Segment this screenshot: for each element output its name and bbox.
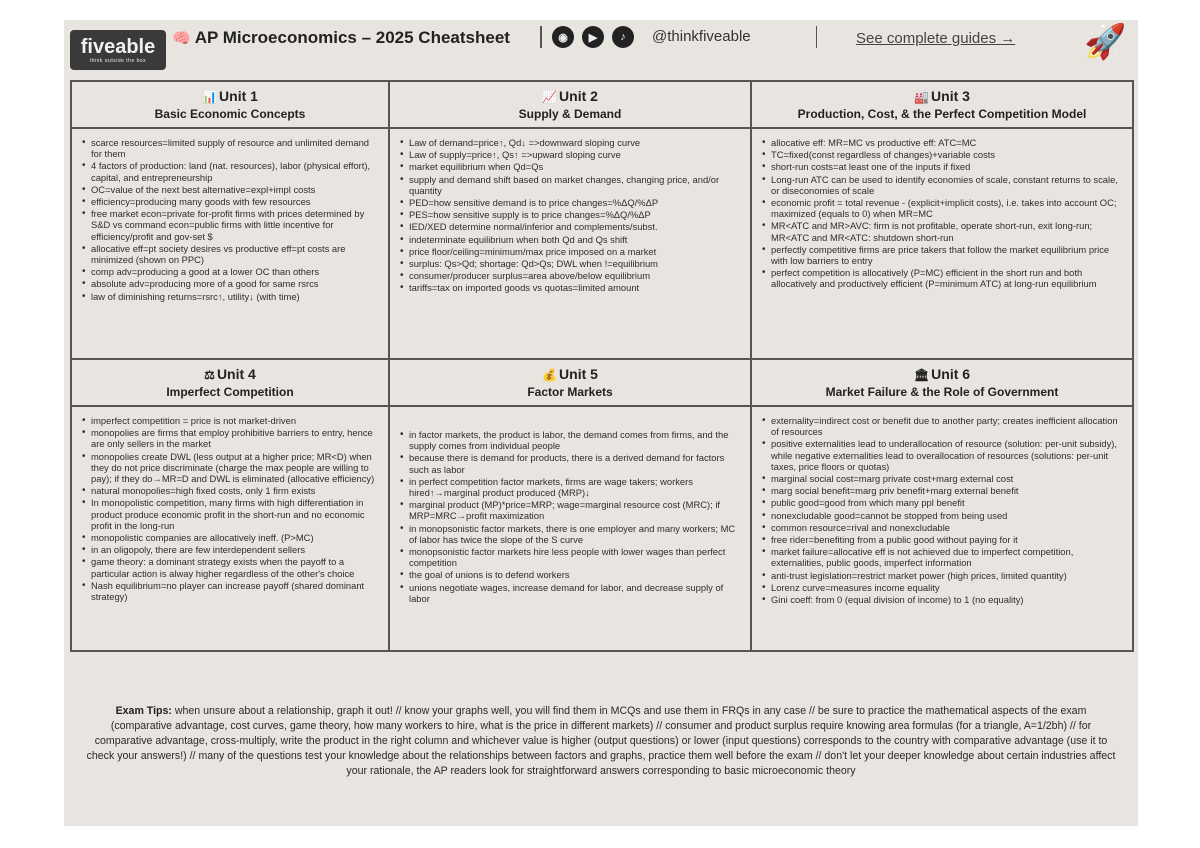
unit-items — [752, 129, 1132, 290]
list-item: • comp adv=producing a good at a lower OC than others — [82, 266, 380, 277]
social-handle[interactable]: @thinkfiveable — [652, 28, 751, 45]
title-text: AP Microeconomics – 2025 Cheatsheet — [194, 28, 510, 47]
logo-subtext: think outside the box — [89, 57, 147, 64]
list-item: • anti-trust legislation=restrict market power (high prices, limited quantity) — [762, 570, 1124, 581]
unit-header — [72, 360, 388, 399]
see-guides-link[interactable]: See complete guides → — [856, 30, 1016, 47]
unit-subtitle: Factor Markets — [527, 385, 613, 399]
list-item: • consumer/producer surplus=area above/below equilibrium — [400, 270, 742, 281]
list-item: • PED=how sensitive demand is to price changes=%ΔQ/%ΔP — [400, 197, 742, 208]
list-item: • market failure=allocative eff is not achieved due to imperfect competition, externalities, public goods, imperfect information — [762, 546, 1124, 568]
youtube-icon[interactable]: ▶ — [582, 26, 604, 48]
unit-header — [390, 360, 750, 399]
list-item: • externality=indirect cost or benefit due to another party; creates inefficient allocation of resources — [762, 415, 1124, 437]
list-item: • Gini coeff: from 0 (equal division of income) to 1 (no equality) — [762, 594, 1124, 605]
list-item: • economic profit = total revenue - (explicit+implicit costs), i.e. takes into account OC; maximized (equals to 0) when MR=MC — [762, 197, 1124, 219]
list-item: • natural monopolies=high fixed costs, only 1 firm exists — [82, 485, 380, 496]
instagram-icon[interactable]: ◉ — [552, 26, 574, 48]
list-item: • monopsonistic factor markets hire less people with lower wages than perfect competition — [400, 546, 742, 568]
list-item: • allocative eff=pt society desires vs productive eff=pt costs are minimized (shown on PPC) — [82, 243, 380, 265]
list-item: • Law of supply=price↑, Qs↑ =>upward sloping curve — [400, 149, 742, 160]
list-item: • marginal product (MP)*price=MRP; wage=marginal resource cost (MRC); if MRP=MRC→profit maximization — [400, 499, 742, 521]
unit-items — [72, 407, 388, 602]
unit-header — [72, 82, 388, 121]
list-item: • monopolies create DWL (less output at a higher price; MR<D) when they do not price discriminate (charge the max people are willing to pay); if they do→MR=D and DWL is eliminated (allocative efficiency) — [82, 451, 380, 485]
list-item: • unions negotiate wages, increase demand for labor, and decrease supply of labor — [400, 582, 742, 604]
unit-name: Unit 5 — [559, 366, 598, 382]
list-item: • imperfect competition = price is not market-driven — [82, 415, 380, 426]
unit-name: Unit 6 — [931, 366, 971, 382]
list-item: • short-run costs=at least one of the inputs if fixed — [762, 161, 1124, 172]
unit-icon: 📊 — [202, 90, 218, 104]
unit-header — [390, 82, 750, 121]
brain-icon: 🧠 — [172, 30, 191, 47]
unit-icon: 📈 — [542, 90, 558, 104]
unit-title — [390, 88, 750, 104]
unit-subtitle: Imperfect Competition — [166, 385, 294, 399]
rocket-icon: 🚀 — [1084, 23, 1127, 61]
list-item: • surplus: Qs>Qd; shortage: Qd>Qs; DWL when !=equilibrium — [400, 258, 742, 269]
list-item: • PES=how sensitive supply is to price changes=%ΔQ/%ΔP — [400, 209, 742, 220]
unit-items — [752, 407, 1132, 605]
list-item: • supply and demand shift based on market changes, changing price, and/or quantity — [400, 174, 742, 196]
unit-1-cell — [72, 82, 388, 358]
unit-name: Unit 3 — [931, 88, 970, 104]
tips-label: Exam Tips: — [115, 705, 172, 717]
tips-text: when unsure about a relationship, graph it out! // know your graphs well, you will find them in MCQs and use them in FRQs in any case // be sure to practice the mathematical aspects of the exam (comparative advantage, cost curves, game theory, how many workers to hire, what is the price in different markets) // consumer and product surplus require knowing area formulas (for a triangle, A=1/2bh) // for comparative advantage, cross-multiply, write the product in the right column and whichever value is higher (output questions) or lower (input questions) corresponds to the country with comparative advantage (use it to check your answers!) // many of the questions test your knowledge about the relationships between factors and graphs, practice them well before the exam // don't let your deeper knowledge about certain industries affect your rationale, the AP readers look for straightforward answers corresponding to basic microeconomic theory — [86, 705, 1116, 777]
unit-subtitle: Market Failure & the Role of Government — [825, 385, 1059, 399]
unit-6-cell — [752, 360, 1132, 650]
unit-icon: 🏛 — [913, 368, 930, 382]
unit-title — [390, 366, 750, 382]
unit-5-cell — [390, 360, 750, 650]
list-item: • in factor markets, the product is labor, the demand comes from firms, and the supply comes from individual people — [400, 429, 742, 451]
list-item: • market equilibrium when Qd=Qs — [400, 161, 742, 172]
unit-name: Unit 2 — [559, 88, 598, 104]
list-item: • in an oligopoly, there are few interdependent sellers — [82, 544, 380, 555]
list-item: • IED/XED determine normal/inferior and complements/subst. — [400, 221, 742, 232]
list-item: • in monopsonistic factor markets, there is one employer and many workers; MC of labor has twice the slope of the S curve — [400, 523, 742, 545]
unit-subtitle: Production, Cost, & the Perfect Competition Model — [797, 107, 1087, 121]
unit-name: Unit 4 — [216, 366, 256, 382]
list-item: • scarce resources=limited supply of resource and unlimited demand for them — [82, 137, 380, 159]
list-item: • monopolistic companies are allocatively ineff. (P>MC) — [82, 532, 380, 543]
exam-tips — [86, 704, 1116, 779]
unit-subtitle: Basic Economic Concepts — [154, 107, 306, 121]
list-item: • tariffs=tax on imported goods vs quotas=limited amount — [400, 282, 742, 293]
divider — [816, 26, 817, 48]
unit-title — [752, 88, 1132, 104]
list-item: • public good=good from which many ppl benefit — [762, 497, 1124, 508]
list-item: • TC=fixed(const regardless of changes)+variable costs — [762, 149, 1124, 160]
unit-4-cell — [72, 360, 388, 650]
list-item: • indeterminate equilibrium when both Qd and Qs shift — [400, 234, 742, 245]
cheatsheet-page — [64, 20, 1138, 826]
list-item: • Nash equilibrium=no player can increase payoff (shared dominant strategy) — [82, 580, 380, 602]
unit-items — [390, 407, 750, 604]
list-item: • perfectly competitive firms are price takers that follow the market equilibrium price with low barriers to entry — [762, 244, 1124, 266]
list-item: • law of diminishing returns=rsrc↑, utility↓ (with time) — [82, 291, 380, 302]
list-item: • free rider=benefiting from a public good without paying for it — [762, 534, 1124, 545]
list-item: • monopolies are firms that employ prohibitive barriers to entry, hence are only sellers in the market — [82, 427, 380, 449]
units-grid — [70, 80, 1134, 652]
list-item: • positive externalities lead to underallocation of resource (solution: per-unit subsidy), while negative externalities lead to overallocation of resources (solutions: per-unit taxes, price floors or quotas) — [762, 438, 1124, 472]
logo-text: fiveable — [80, 35, 156, 58]
unit-icon: 💰 — [542, 368, 558, 382]
unit-items — [72, 129, 388, 302]
list-item: • OC=value of the next best alternative=expl+impl costs — [82, 184, 380, 195]
list-item: • because there is demand for products, there is a derived demand for factors such as labor — [400, 452, 742, 474]
list-item: • game theory: a dominant strategy exists when the payoff to a particular action is alway higher regardless of the other's choice — [82, 556, 380, 578]
list-item: • price floor/ceiling=minimum/max price imposed on a market — [400, 246, 742, 257]
unit-icon: ⚖ — [204, 368, 215, 382]
social-links — [552, 26, 634, 48]
unit-header — [752, 360, 1132, 399]
list-item: • 4 factors of production: land (nat. resources), labor (physical effort), capital, and entrepreneurship — [82, 160, 380, 182]
unit-title — [752, 366, 1132, 382]
unit-3-cell — [752, 82, 1132, 358]
list-item: • nonexcludable good=cannot be stopped from being used — [762, 510, 1124, 521]
page-title — [172, 28, 510, 48]
list-item: • perfect competition is allocatively (P=MC) efficient in the short run and both allocatively and productively efficient (P=minimum ATC) at long-run equilibrium — [762, 267, 1124, 289]
unit-items — [390, 129, 750, 294]
divider — [540, 26, 542, 48]
list-item: • in perfect competition factor markets, firms are wage takers; workers hired↑→marginal product produced (MRP)↓ — [400, 476, 742, 498]
list-item: • common resource=rival and nonexcludable — [762, 522, 1124, 533]
list-item: • free market econ=private for-profit firms with prices determined by S&D vs command econ=public firms with little incentive for efficiency/profit and gov-set $ — [82, 208, 380, 242]
list-item: • MR<ATC and MR>AVC: firm is not profitable, operate short-run, exit long-run; MR<ATC and MR<ATC: shutdown short-run — [762, 220, 1124, 242]
list-item: • Long-run ATC can be used to identify economies of scale, constant returns to scale, or diseconomies of scale — [762, 174, 1124, 196]
unit-subtitle: Supply & Demand — [518, 107, 622, 121]
unit-2-cell — [390, 82, 750, 358]
unit-title — [72, 88, 388, 104]
list-item: • In monopolistic competition, many firms with high differentiation in product produce economic profit in the short-run and no economic profit in the long-run — [82, 497, 380, 531]
list-item: • marginal social cost=marg private cost+marg external cost — [762, 473, 1124, 484]
tiktok-icon[interactable]: ♪ — [612, 26, 634, 48]
unit-icon: 🏭 — [914, 90, 930, 104]
unit-name: Unit 1 — [219, 88, 258, 104]
list-item: • absolute adv=producing more of a good for same rsrcs — [82, 278, 380, 289]
list-item: • Lorenz curve=measures income equality — [762, 582, 1124, 593]
header — [64, 20, 1138, 80]
unit-title — [72, 366, 388, 382]
unit-header — [752, 82, 1132, 121]
list-item: • Law of demand=price↑, Qd↓ =>downward sloping curve — [400, 137, 742, 148]
list-item: • the goal of unions is to defend workers — [400, 569, 742, 580]
fiveable-logo[interactable] — [70, 30, 166, 70]
list-item: • marg social benefit=marg priv benefit+marg external benefit — [762, 485, 1124, 496]
list-item: • allocative eff: MR=MC vs productive eff: ATC=MC — [762, 137, 1124, 148]
list-item: • efficiency=producing many goods with few resources — [82, 196, 380, 207]
